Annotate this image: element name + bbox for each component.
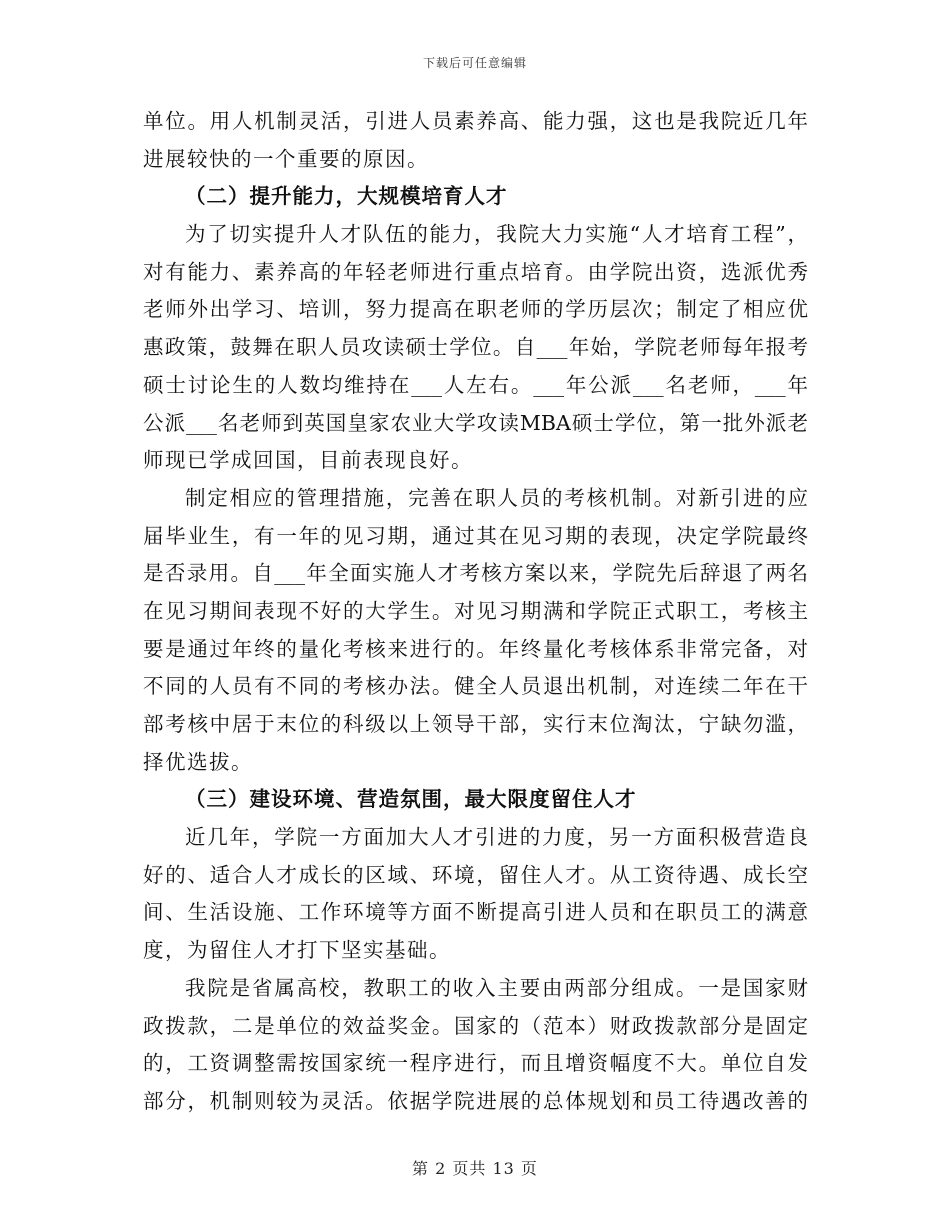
- text-line: 老师外出学习、培训，努力提高在职老师的学历层次；制定了相应优: [143, 297, 808, 322]
- text-line: 间、生活设施、工作环境等方面不断提高引进人员和在职员工的满意: [143, 900, 808, 925]
- text-line: 的，工资调整需按国家统一程序进行，而且增资幅度不大。单位自发: [143, 1051, 808, 1076]
- text-line: 在见习期间表现不好的大学生。对见习期满和学院正式职工，考核主: [143, 598, 808, 623]
- text-line: 硕士讨论生的人数均维持在___人左右。___年公派___名老师，___年: [143, 372, 808, 397]
- text-line: 不同的人员有不同的考核办法。健全人员退出机制，对连续二年在干: [143, 674, 808, 699]
- text-line: 单位。用人机制灵活，引进人员素养高、能力强，这也是我院近几年: [143, 109, 808, 133]
- text-line: 进展较快的一个重要的原因。: [143, 146, 429, 171]
- text-line: 近几年，学院一方面加大人才引进的力度，另一方面积极营造良: [185, 825, 808, 850]
- page-number: 第 2 页共 13 页: [412, 1159, 538, 1178]
- text-line: 公派___名老师到英国皇家农业大学攻读MBA硕士学位，第一批外派老: [143, 410, 808, 435]
- text-line: 我院是省属高校，教职工的收入主要由两部分组成。一是国家财: [185, 975, 808, 1000]
- text-line: 对有能力、素养高的年轻老师进行重点培育。由学院出资，选派优秀: [143, 259, 808, 284]
- text-line: 为了切实提升人才队伍的能力，我院大力实施“人才培育工程”，: [185, 222, 808, 247]
- section-heading: （三）建设环境、营造氛围，最大限度留住人才: [185, 787, 637, 812]
- text-line: 部分，机制则较为灵活。依据学院进展的总体规划和员工待遇改善的: [143, 1088, 808, 1113]
- text-line: 惠政策，鼓舞在职人员攻读硕士学位。自___年始，学院老师每年报考: [143, 335, 808, 360]
- text-line: 政拨款，二是单位的效益奖金。国家的（范本）财政拨款部分是固定: [143, 1013, 808, 1038]
- document-body: [143, 103, 808, 1121]
- text-line: 好的、适合人才成长的区域、环境，留住人才。从工资待遇、成长空: [143, 862, 808, 887]
- text-line: 要是通过年终的量化考核来进行的。年终量化考核体系非常完备，对: [143, 636, 808, 661]
- text-line: 度，为留住人才打下坚实基础。: [143, 938, 451, 963]
- page-header: 下载后可任意编辑: [422, 56, 527, 70]
- text-line: 届毕业生，有一年的见习期，通过其在见习期的表现，决定学院最终: [143, 523, 808, 548]
- text-line: 是否录用。自___年全面实施人才考核方案以来，学院先后辞退了两名: [143, 561, 808, 586]
- text-line: 择优选拔。: [143, 749, 253, 774]
- text-line: 制定相应的管理措施，完善在职人员的考核机制。对新引进的应: [185, 485, 808, 510]
- section-heading: （二）提升能力，大规模培育人才: [185, 184, 508, 209]
- text-line: 部考核中居于末位的科级以上领导干部，实行末位淘汰，宁缺勿滥，: [143, 712, 808, 736]
- text-line: 师现已学成回国，目前表现良好。: [143, 448, 473, 473]
